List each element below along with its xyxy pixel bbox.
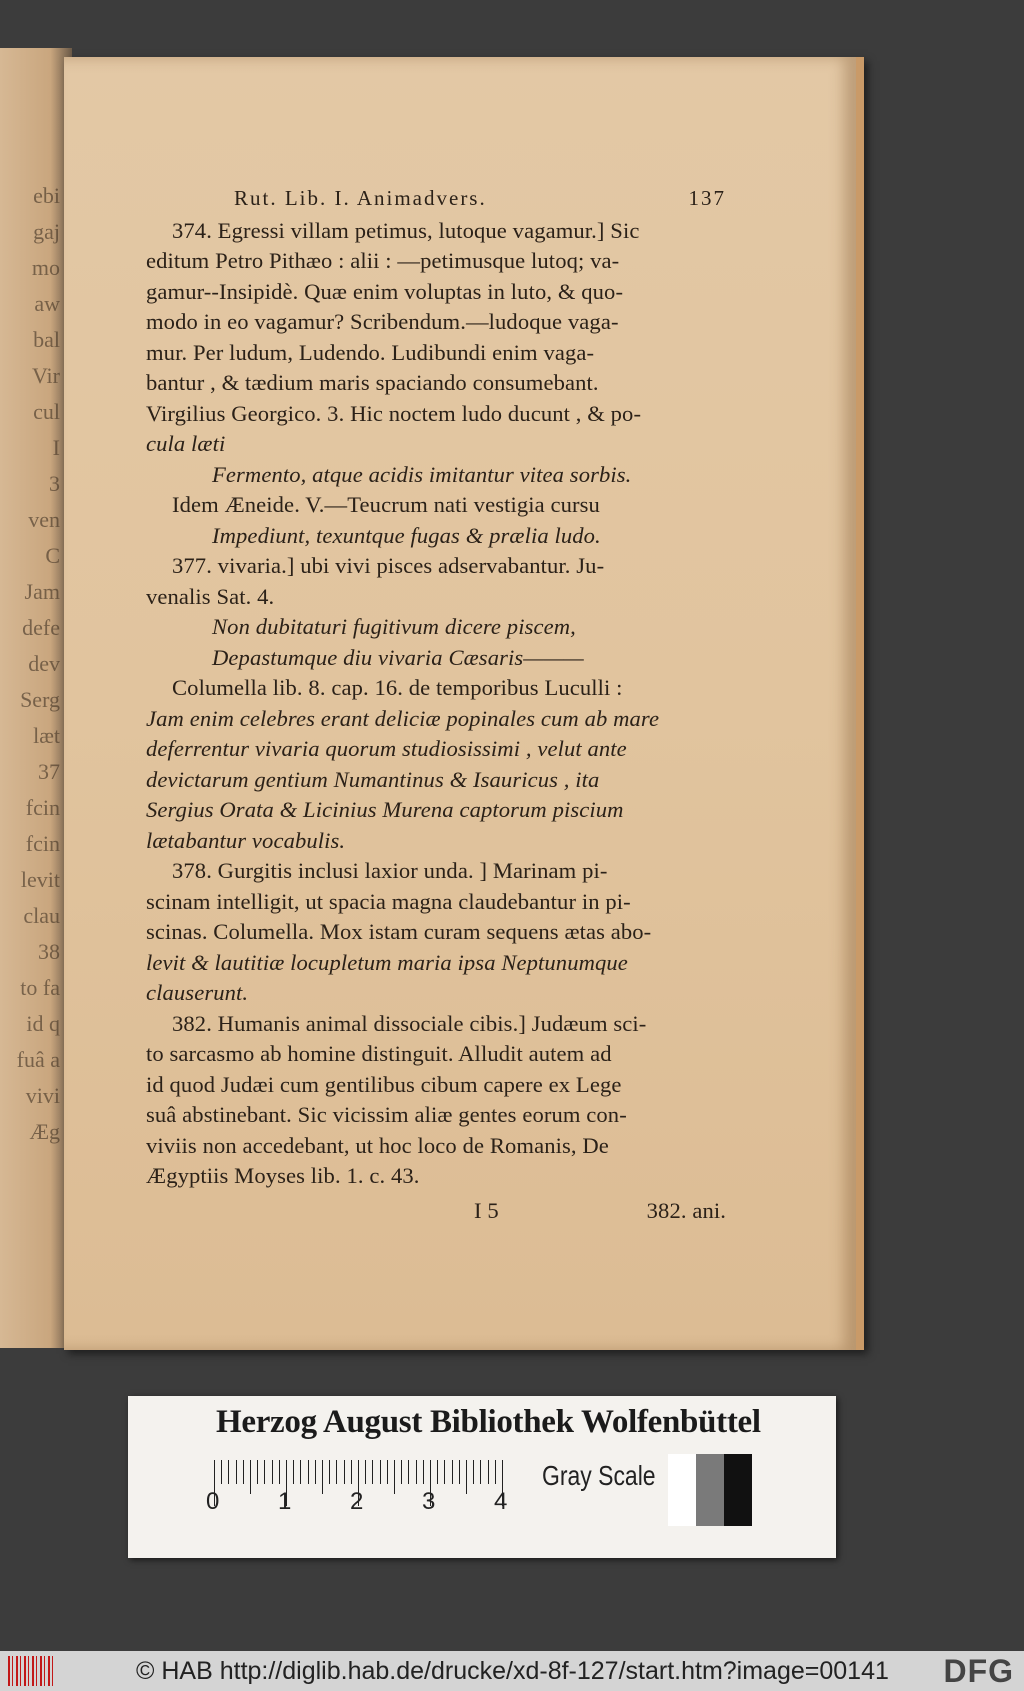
text-line: scinas. Columella. Mox istam curam sequens ætas abo- [146, 919, 652, 944]
text-line: cula læti [146, 431, 226, 456]
facing-page-fragment: ebi [33, 183, 60, 208]
ruler-tick [401, 1460, 402, 1484]
text-line: bantur , & tædium maris spaciando consumebant. [146, 370, 599, 395]
facing-page-fragment: bal [33, 327, 60, 352]
text-line: to sarcasmo ab homine distinguit. Alludit autem ad [146, 1041, 612, 1066]
text-lines [146, 216, 726, 1192]
facing-page-fragment: aw [34, 291, 60, 316]
ruler-tick [423, 1460, 424, 1484]
text-line: Fermento, atque acidis imitantur vitea sorbis. [212, 461, 632, 487]
ruler-tick [459, 1460, 460, 1484]
ruler-tick [272, 1460, 273, 1484]
facing-page-fragment: levit [20, 867, 60, 892]
ruler-tick [380, 1460, 381, 1484]
text-line: Sergius Orata & Licinius Murena captorum piscium [146, 797, 624, 822]
ruler-tick [300, 1460, 301, 1484]
gray-scale-label: Gray Scale [542, 1460, 656, 1491]
text-line: suâ abstinebant. Sic vicissim aliæ gentes eorum con- [146, 1102, 627, 1127]
facing-page-fragment: I [52, 435, 60, 460]
ruler-tick [243, 1460, 244, 1484]
facing-page-fragment: clau [23, 903, 60, 928]
text-line: lætabantur vocabulis. [146, 827, 346, 853]
text-line: clauserunt. [146, 980, 249, 1005]
facing-page-fragment: læt [33, 723, 60, 748]
ruler-tick [416, 1460, 417, 1484]
running-header [146, 183, 726, 214]
ruler-tick [315, 1460, 316, 1484]
gray-swatch [724, 1454, 752, 1526]
ruler-number: 1 [278, 1488, 292, 1515]
ruler-tick [473, 1460, 474, 1484]
text-line: devictarum gentium Numantinus & Isauricus , ita [146, 766, 600, 792]
facing-page-fragment: to fa [20, 975, 60, 1000]
facing-page-fragment: fuâ a [16, 1047, 60, 1072]
text-line: 377. vivaria.] ubi vivi pisces adservabantur. Ju- [172, 553, 605, 578]
text-line: modo in eo vagamur? Scribendum.—ludoque vaga- [146, 309, 619, 334]
book-page [64, 57, 864, 1350]
text-line: scinam intelligit, ut spacia magna claudebantur in pi- [146, 888, 631, 914]
text-line: mur. Per ludum, Ludendo. Ludibundi enim vaga- [146, 339, 595, 365]
facing-page-fragment: dev [28, 651, 60, 676]
ruler-number: 4 [494, 1488, 508, 1515]
ruler-tick [488, 1460, 489, 1484]
text-line: Idem Æneide. V.—Teucrum nati vestigia cursu [172, 492, 600, 517]
gray-swatch [696, 1454, 724, 1526]
ruler-tick [322, 1460, 323, 1494]
ruler-tick [264, 1460, 265, 1484]
ruler-tick [437, 1460, 438, 1484]
footer-bar [0, 1651, 1024, 1691]
ruler-tick [466, 1460, 467, 1494]
ruler-tick [495, 1460, 496, 1484]
facing-page-fragment: 37 [38, 759, 60, 784]
text-line: Virgilius Georgico. 3. Hic noctem ludo ducunt , & po- [146, 400, 642, 426]
catchword: 382. ani. [646, 1197, 726, 1223]
ruler-tick [257, 1460, 258, 1484]
page-text [146, 183, 726, 1226]
facing-page-fragment: 3 [49, 471, 60, 496]
dfg-logo: DFG [943, 1653, 1014, 1689]
ruler-tick [365, 1460, 366, 1484]
ruler-tick [279, 1460, 280, 1484]
text-line: id quod Judæi cum gentilibus cibum capere ex Lege [146, 1071, 622, 1097]
gray-swatches [668, 1454, 752, 1540]
text-line: venalis Sat. 4. [146, 583, 275, 609]
facing-page-fragment: defe [22, 615, 60, 640]
library-name: Herzog August Bibliothek Wolfenbüttel [216, 1404, 761, 1440]
text-line: Depastumque diu vivaria Cæsaris——— [212, 644, 584, 670]
color-scale-ruler [128, 1396, 836, 1558]
facing-page-edge [0, 48, 72, 1348]
facing-page-fragment: id q [26, 1011, 60, 1036]
facing-page-fragment: gaj [33, 219, 60, 244]
facing-page-fragment: Serg [20, 687, 60, 712]
facing-page-fragment: Æg [29, 1119, 60, 1144]
text-line: 374. Egressi villam petimus, lutoque vagamur.] Sic [172, 217, 640, 243]
text-line: Impediunt, texuntque fugas & prælia ludo. [212, 522, 601, 548]
ruler-tick [444, 1460, 445, 1484]
ruler-tick [228, 1460, 229, 1484]
ruler-tick [344, 1460, 345, 1484]
text-line: viviis non accedebant, ut hoc loco de Romanis, De [146, 1132, 609, 1158]
ruler-tick [394, 1460, 395, 1494]
ruler-tick [372, 1460, 373, 1484]
facing-page-fragment: mo [31, 255, 60, 280]
facing-page-fragment: vivi [25, 1083, 60, 1108]
ruler-number: 3 [422, 1488, 436, 1515]
text-line: Columella lib. 8. cap. 16. de temporibus Luculli : [172, 675, 623, 700]
hab-logo-icon [8, 1656, 54, 1686]
facing-page-fragment: cul [33, 399, 60, 424]
text-line: deferrentur vivaria quorum studiosissimi , velut ante [146, 736, 627, 761]
text-line: Non dubitaturi fugitivum dicere piscem, [212, 614, 576, 639]
facing-page-fragment: ven [28, 507, 60, 532]
text-line: Ægyptiis Moyses lib. 1. c. 43. [146, 1163, 420, 1188]
ruler-number: 0 [206, 1488, 220, 1515]
signature-mark: I 5 [474, 1197, 499, 1223]
page-number: 137 [688, 186, 726, 210]
ruler-tick [221, 1460, 222, 1484]
facing-page-fragment: fcin [25, 831, 60, 856]
ruler-tick [452, 1460, 453, 1484]
header-title: Rut. Lib. I. Animadvers. [234, 186, 487, 210]
ruler-tick [387, 1460, 388, 1484]
ruler-tick [250, 1460, 251, 1494]
facing-page-fragment: 38 [38, 939, 60, 964]
facing-page-fragment: Vir [31, 363, 60, 388]
ruler-number: 2 [350, 1488, 364, 1515]
source-url[interactable]: © HAB http://diglib.hab.de/drucke/xd-8f-127/start.htm?image=00141 [136, 1656, 889, 1685]
ruler-tick [336, 1460, 337, 1484]
ruler-tick [236, 1460, 237, 1484]
ruler-tick [480, 1460, 481, 1484]
ruler-tick [351, 1460, 352, 1484]
facing-page-fragment: C [45, 543, 60, 568]
text-line: Jam enim celebres erant deliciæ popinales cum ab mare [146, 705, 660, 731]
text-line: 378. Gurgitis inclusi laxior unda. ] Marinam pi- [172, 858, 608, 883]
text-line: levit & lautitiæ locupletum maria ipsa Neptunumque [146, 949, 628, 975]
page-footer [146, 1196, 726, 1227]
facing-page-fragment: Jam [24, 579, 60, 604]
ruler-tick [408, 1460, 409, 1484]
ruler-tick [293, 1460, 294, 1484]
ruler-tick [329, 1460, 330, 1484]
ruler-ticks [214, 1460, 524, 1510]
ruler-tick [308, 1460, 309, 1484]
facing-page-fragment: fcin [25, 795, 60, 820]
text-line: editum Petro Pithæo : alii : —petimusque lutoq; va- [146, 248, 620, 273]
gray-swatch [668, 1454, 696, 1526]
text-line: gamur--Insipidè. Quæ enim voluptas in luto, & quo- [146, 278, 624, 304]
text-line: 382. Humanis animal dissociale cibis.] Judæum sci- [172, 1010, 647, 1036]
